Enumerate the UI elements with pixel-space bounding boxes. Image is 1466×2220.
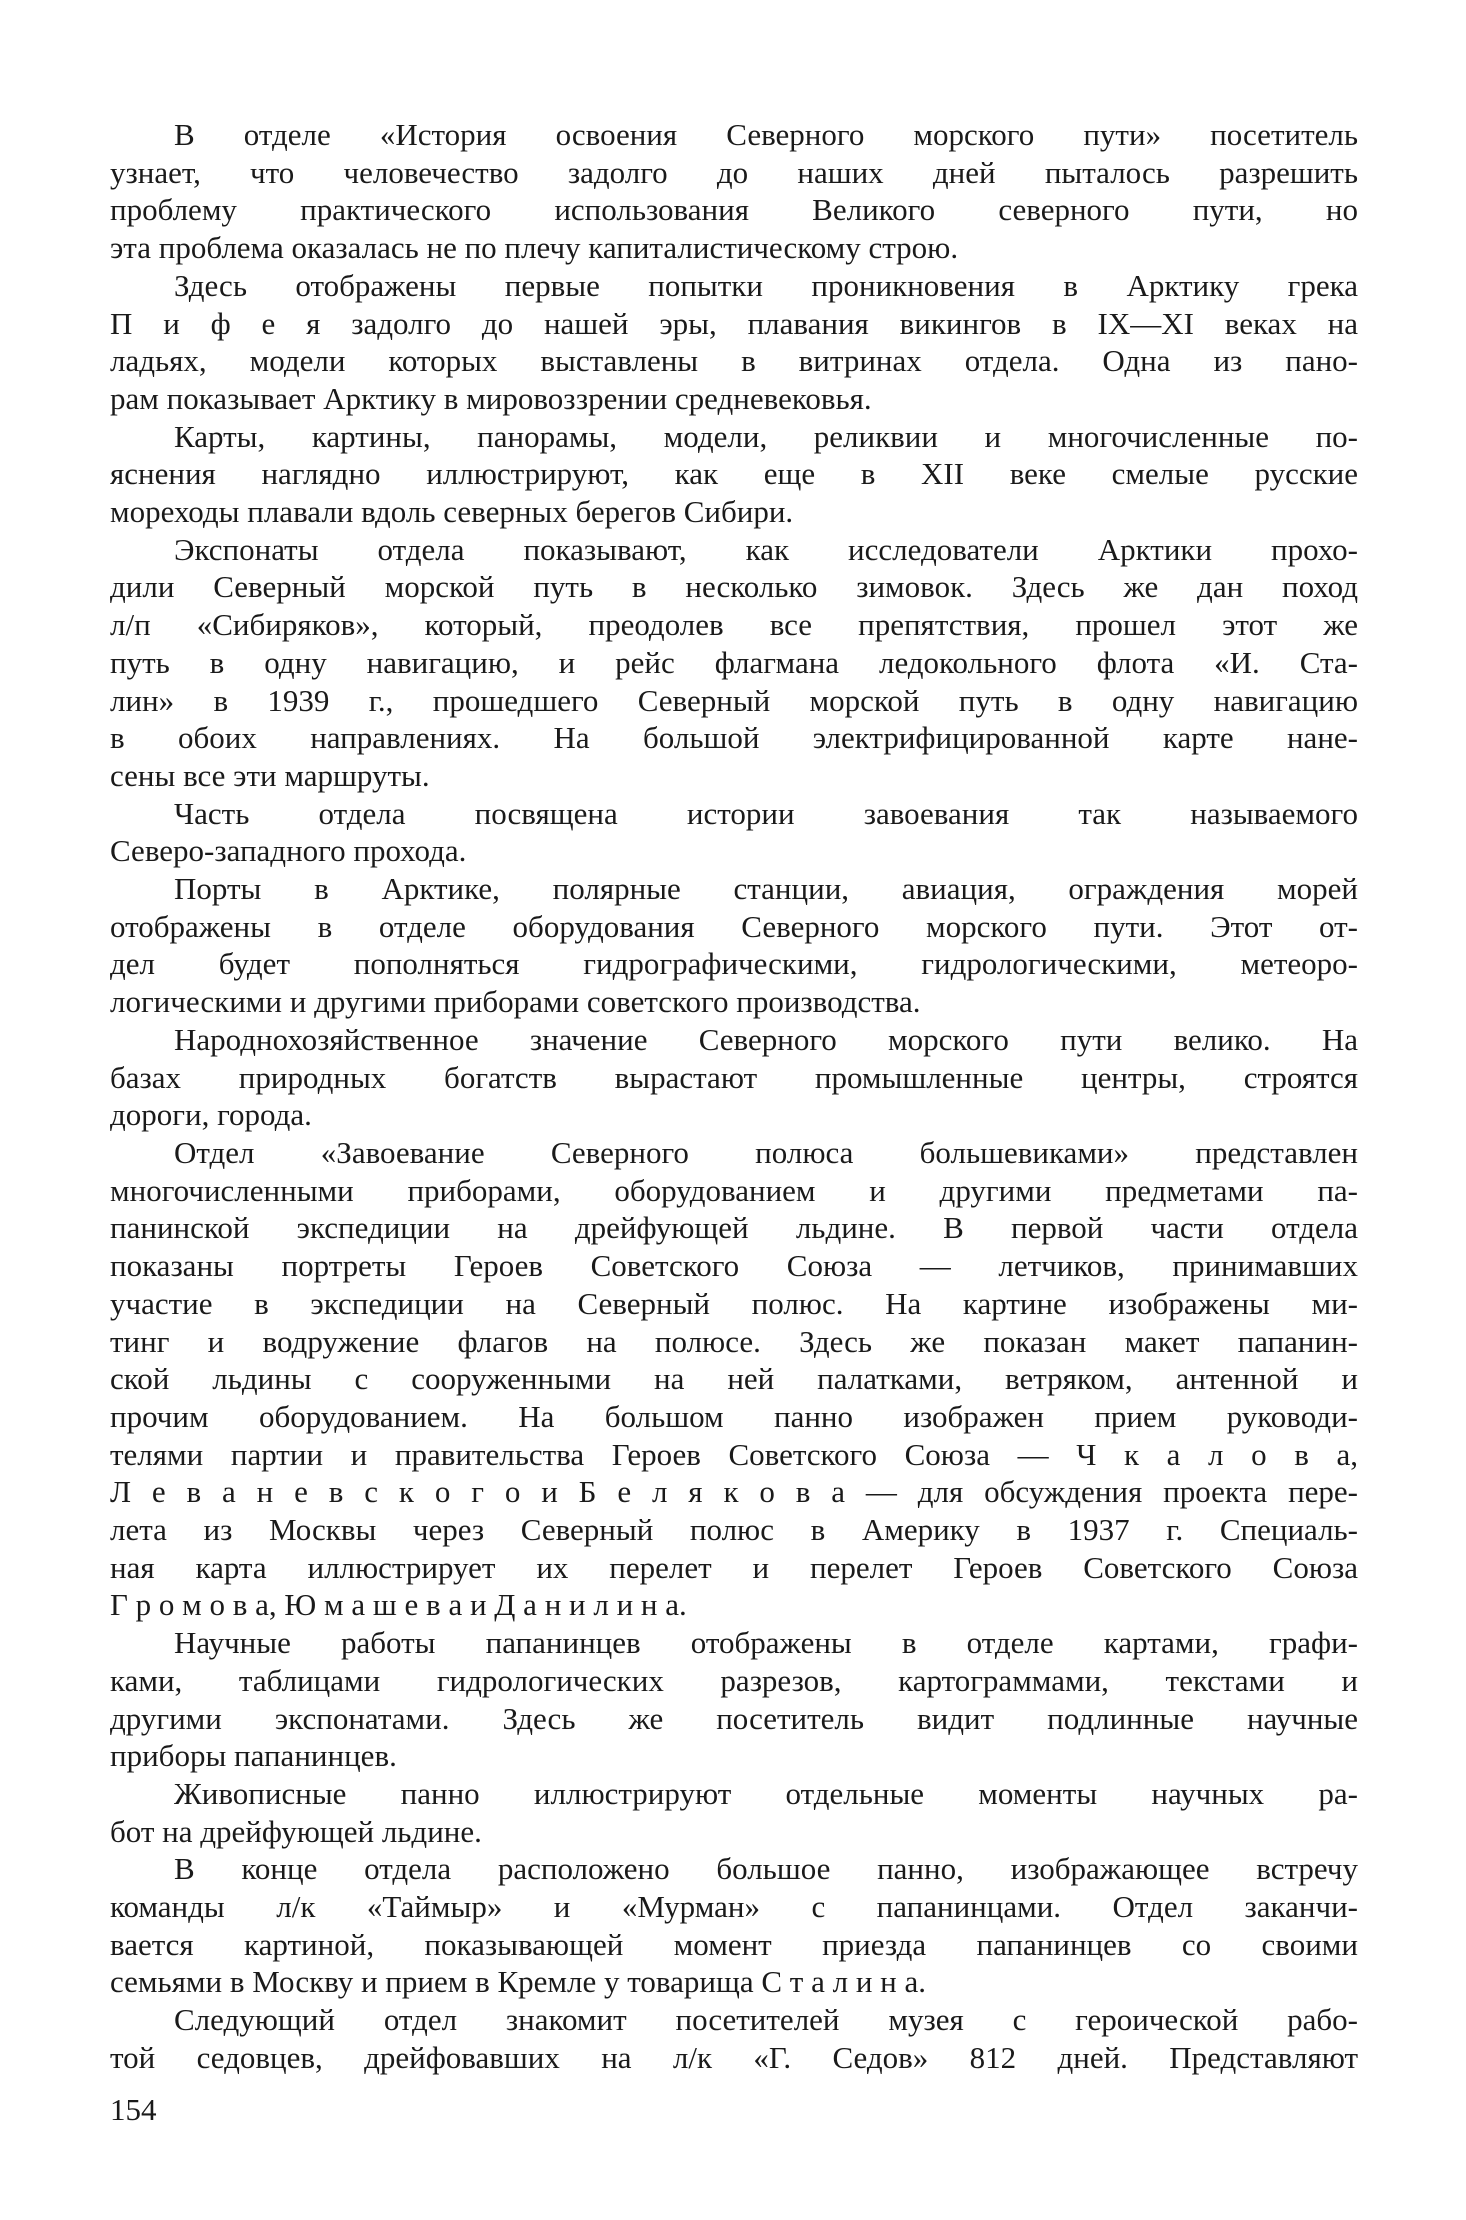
text-line: отображены в отделе оборудования Северного морского пути. Этот от- — [110, 908, 1358, 944]
text-line: П и ф е я задолго до нашей эры, плавания викингов в IX—XI веках на — [110, 305, 1358, 341]
text-line: дел будет пополняться гидрографическими, гидрологическими, метеоро- — [110, 946, 1358, 982]
text-line: В отделе «История освоения Северного морского пути» посетитель — [174, 117, 1358, 152]
text-line: Экспонаты отдела показывают, как исследователи Арктики прохо- — [174, 531, 1358, 567]
text-line: Северо-западного прохода. — [110, 833, 467, 869]
text-line: Часть отдела посвящена истории завоевания так называемого — [174, 795, 1358, 831]
text-line: сены все эти маршруты. — [110, 757, 430, 793]
text-line: ная карта иллюстрирует их перелет и перелет Героев Советского Союза — [110, 1549, 1358, 1585]
paragraph — [110, 267, 1358, 418]
text-line: узнает, что человечество задолго до наших дней пыталось разрешить — [110, 154, 1358, 190]
text-line: дили Северный морской путь в несколько зимовок. Здесь же дан поход — [110, 569, 1358, 605]
paragraph — [110, 1624, 1358, 1775]
text-line: бот на дрейфующей льдине. — [110, 1813, 482, 1849]
text-line: тинг и водружение флагов на полюсе. Здесь же показан макет папанин- — [110, 1323, 1358, 1359]
text-line: логическими и другими приборами советского производства. — [110, 984, 921, 1020]
text-line: Следующий отдел знакомит посетителей музея с героической рабо- — [174, 2002, 1358, 2038]
text-line: прочим оборудованием. На большом панно изображен прием руководи- — [110, 1398, 1358, 1434]
text-line: проблему практического использования Великого северного пути, но — [110, 192, 1358, 228]
text-line: команды л/к «Таймыр» и «Мурман» с папанинцами. Отдел заканчи- — [110, 1889, 1358, 1925]
text-line: л/п «Сибиряков», который, преодолев все препятствия, прошел этот же — [110, 607, 1358, 643]
text-line: В конце отдела расположено большое панно, изображающее встречу — [174, 1851, 1358, 1887]
text-line: другими экспонатами. Здесь же посетитель видит подлинные научные — [110, 1700, 1358, 1736]
text-line: лин» в 1939 г., прошедшего Северный морской путь в одну навигацию — [110, 682, 1358, 718]
text-line: ской льдины с сооруженными на ней палатками, ветряком, антенной и — [110, 1361, 1358, 1397]
page-body — [110, 116, 1358, 2077]
text-line: вается картиной, показывающей момент приезда папанинцев со своими — [110, 1926, 1358, 1962]
text-line: путь в одну навигацию, и рейс флагмана ледокольного флота «И. Ста- — [110, 644, 1358, 680]
text-line: лета из Москвы через Северный полюс в Америку в 1937 г. Специаль- — [110, 1512, 1358, 1548]
paragraph — [110, 2001, 1358, 2076]
text-line: показаны портреты Героев Советского Союза — летчиков, принимавших — [110, 1248, 1358, 1284]
paragraph — [110, 1021, 1358, 1134]
paragraph — [110, 795, 1358, 870]
text-line: многочисленными приборами, оборудованием и другими предметами па- — [110, 1172, 1358, 1208]
text-line: Здесь отображены первые попытки проникновения в Арктику грека — [174, 267, 1358, 303]
text-line: панинской экспедиции на дрейфующей льдине. В первой части отдела — [110, 1210, 1358, 1246]
page-number: 154 — [110, 2092, 157, 2127]
text-line: Карты, картины, панорамы, модели, реликвии и многочисленные по- — [174, 418, 1358, 454]
paragraph — [110, 531, 1358, 795]
text-line: Отдел «Завоевание Северного полюса большевиками» представлен — [174, 1134, 1358, 1170]
text-line: ладьях, модели которых выставлены в витринах отдела. Одна из пано- — [110, 343, 1358, 379]
text-line: ками, таблицами гидрологических разрезов, картограммами, текстами и — [110, 1662, 1358, 1698]
text-line: телями партии и правительства Героев Советского Союза — Ч к а л о в а, — [110, 1436, 1358, 1472]
text-line: той седовцев, дрейфовавших на л/к «Г. Седов» 812 дней. Представляют — [110, 2039, 1358, 2075]
paragraph — [110, 1850, 1358, 2001]
paragraph — [110, 870, 1358, 1021]
text-line: участие в экспедиции на Северный полюс. На картине изображены ми- — [110, 1285, 1358, 1321]
paragraph — [110, 1775, 1358, 1850]
text-line: Научные работы папанинцев отображены в отделе картами, графи- — [174, 1625, 1358, 1661]
text-line: эта проблема оказалась не по плечу капиталистическому строю. — [110, 230, 959, 266]
paragraph — [110, 1134, 1358, 1624]
text-line: базах природных богатств вырастают промышленные центры, строятся — [110, 1059, 1358, 1095]
text-line: Л е в а н е в с к о г о и Б е л я к о в а — для обсуждения проекта пере- — [110, 1474, 1358, 1510]
paragraph — [110, 418, 1358, 531]
text-line: Порты в Арктике, полярные станции, авиация, ограждения морей — [174, 871, 1358, 907]
text-line: Г р о м о в а, Ю м а ш е в а и Д а н и л и н а. — [110, 1587, 687, 1623]
text-line: Живописные панно иллюстрируют отдельные моменты научных ра- — [174, 1775, 1358, 1811]
paragraph — [110, 116, 1358, 267]
text-line: в обоих направлениях. На большой электрифицированной карте нане- — [110, 720, 1358, 756]
text-line: рам показывает Арктику в мировоззрении средневековья. — [110, 380, 872, 416]
text-line: дороги, города. — [110, 1097, 312, 1133]
text-line: яснения наглядно иллюстрируют, как еще в XII веке смелые русские — [110, 456, 1358, 492]
text-line: мореходы плавали вдоль северных берегов Сибири. — [110, 494, 794, 530]
text-line: приборы папанинцев. — [110, 1738, 397, 1774]
text-line: семьями в Москву и прием в Кремле у товарища С т а л и н а. — [110, 1964, 927, 2000]
text-line: Народнохозяйственное значение Северного морского пути велико. На — [174, 1021, 1358, 1057]
